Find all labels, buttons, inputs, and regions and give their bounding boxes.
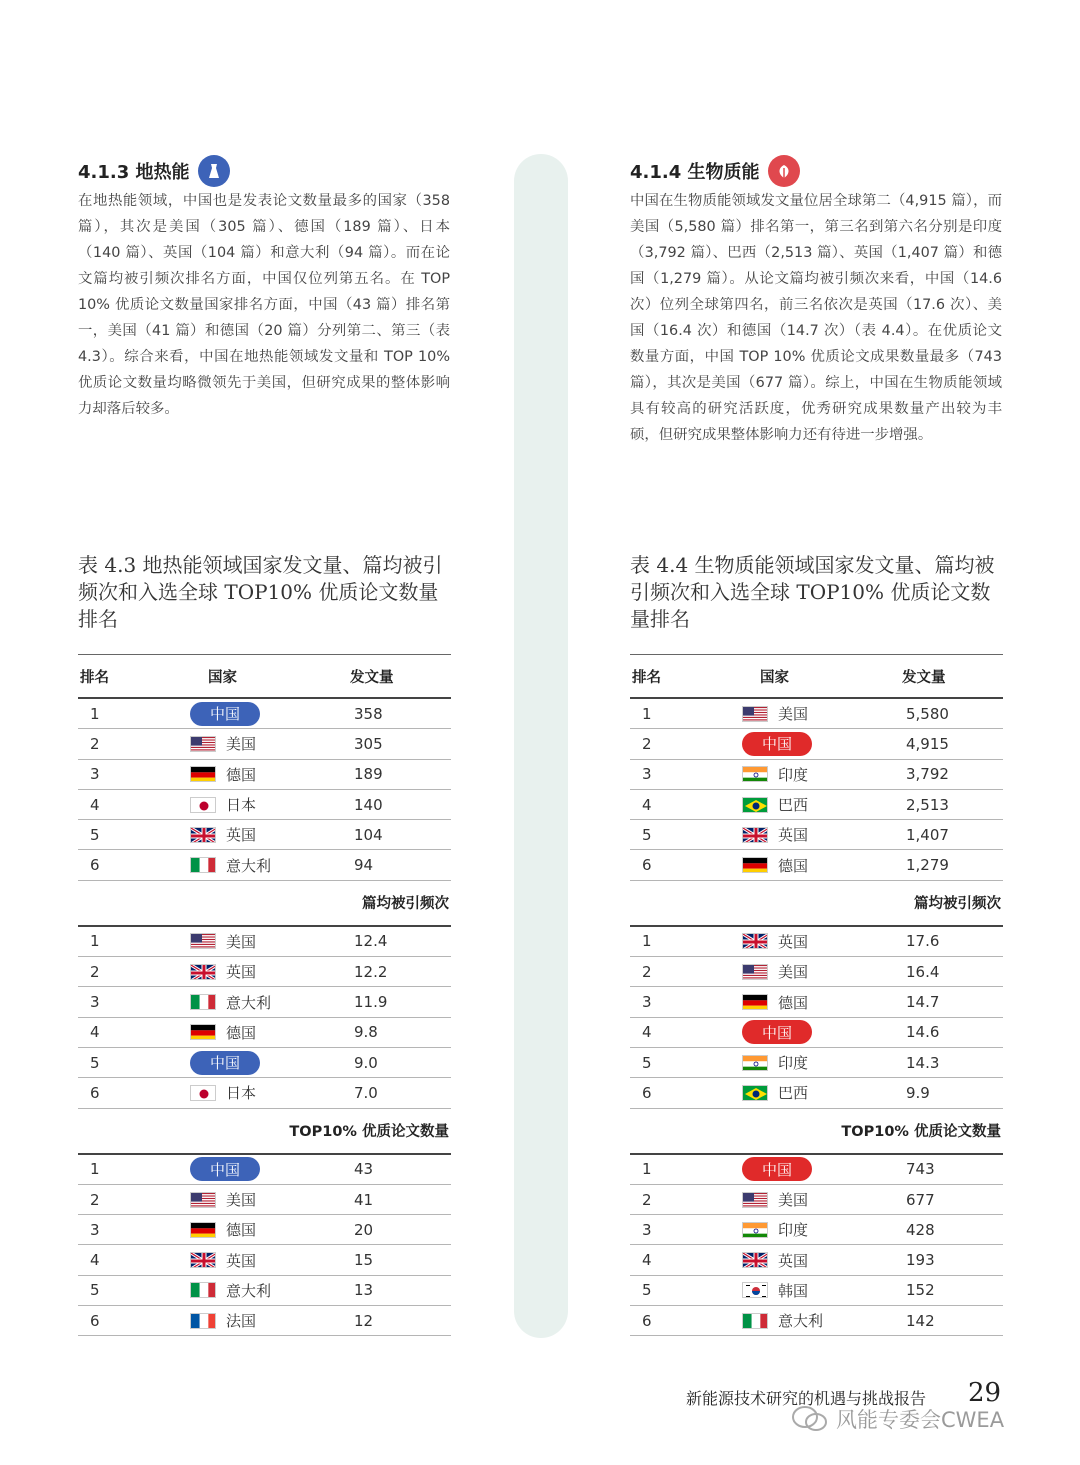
table-row: [78, 987, 451, 1017]
row-rank: 5: [642, 825, 652, 844]
row-rank: 4: [90, 1251, 100, 1270]
column-divider-band: [514, 154, 568, 1338]
flag-gb-icon: [742, 933, 768, 949]
table-row: [78, 790, 451, 820]
row-country: [174, 733, 350, 754]
table-row: [78, 699, 451, 729]
header-country: 国家: [208, 669, 237, 686]
geothermal-icon: [198, 155, 230, 187]
row-country: [174, 855, 350, 876]
china-highlight-badge: 中国: [190, 1051, 260, 1075]
subheader-label: TOP10% 优质论文数量: [289, 1124, 449, 1141]
row-country: [174, 1280, 350, 1301]
table-row: [630, 760, 1003, 790]
table-row: [78, 1215, 451, 1245]
row-rank: 4: [642, 795, 652, 814]
row-value: 13: [354, 1281, 374, 1300]
row-value: 12.2: [354, 962, 388, 981]
country-name: 印度: [778, 1054, 809, 1073]
row-country: [726, 1189, 902, 1210]
row-country: [726, 1082, 902, 1103]
row-value: 14.3: [906, 1053, 940, 1072]
header-rank: 排名: [80, 669, 109, 686]
row-country: [726, 1157, 902, 1181]
row-rank: 1: [90, 932, 100, 951]
row-value: 15: [354, 1251, 374, 1270]
flag-us-icon: [742, 1192, 768, 1208]
row-country: [726, 703, 902, 724]
row-rank: 2: [90, 1190, 100, 1209]
row-value: 189: [354, 765, 383, 784]
row-rank: 3: [90, 993, 100, 1012]
row-country: [174, 961, 350, 982]
row-country: [726, 1020, 902, 1044]
row-value: 9.0: [354, 1053, 378, 1072]
row-value: 104: [354, 825, 383, 844]
section-heading-biomass: [630, 154, 800, 188]
table-header-row: [78, 655, 451, 699]
country-name: 日本: [226, 796, 257, 815]
row-value: 16.4: [906, 962, 940, 981]
wechat-icon: [790, 1405, 830, 1433]
flag-de-icon: [190, 1024, 216, 1040]
table-row: [630, 927, 1003, 957]
flag-de-icon: [190, 766, 216, 782]
country-name: 印度: [778, 765, 809, 784]
flag-gb-icon: [742, 1252, 768, 1268]
flag-us-icon: [190, 1192, 216, 1208]
table-row: [630, 1306, 1003, 1336]
row-rank: 4: [642, 1251, 652, 1270]
row-value: 41: [354, 1190, 374, 1209]
flag-gb-icon: [742, 827, 768, 843]
section-title: 4.1.3 地热能: [78, 162, 190, 183]
row-country: [726, 931, 902, 952]
row-value: 743: [906, 1160, 935, 1179]
country-name: 意大利: [226, 1281, 272, 1300]
table-row: [78, 850, 451, 880]
flag-in-icon: [742, 1222, 768, 1238]
flag-it-icon: [190, 994, 216, 1010]
row-country: [174, 1051, 350, 1075]
row-country: [174, 702, 350, 726]
table-row: [630, 987, 1003, 1017]
row-rank: 3: [90, 765, 100, 784]
table-row: [78, 1018, 451, 1048]
row-rank: 1: [90, 704, 100, 723]
row-rank: 5: [90, 1053, 100, 1072]
country-name: 韩国: [778, 1281, 809, 1300]
row-rank: 3: [90, 1220, 100, 1239]
row-rank: 3: [642, 1220, 652, 1239]
row-country: [174, 1310, 350, 1331]
flag-us-icon: [742, 706, 768, 722]
flag-it-icon: [190, 1282, 216, 1298]
row-rank: 2: [642, 734, 652, 753]
table-row: [630, 699, 1003, 729]
flag-us-icon: [190, 933, 216, 949]
table-row: [630, 1245, 1003, 1275]
country-name: 美国: [778, 705, 809, 724]
table-row: [78, 957, 451, 987]
table-row: [630, 1048, 1003, 1078]
country-name: 日本: [226, 1084, 257, 1103]
country-name: 德国: [226, 1221, 257, 1240]
flag-de-icon: [742, 994, 768, 1010]
row-value: 17.6: [906, 932, 940, 951]
page-number: 29: [968, 1378, 1002, 1408]
row-value: 358: [354, 704, 383, 723]
country-name: 英国: [226, 963, 257, 982]
row-country: [726, 1052, 902, 1073]
table-caption-4-3: 表 4.3 地热能领域国家发文量、篇均被引频次和入选全球 TOP10% 优质论文数量排名: [78, 553, 443, 631]
row-country: [726, 732, 902, 756]
row-country: [174, 794, 350, 815]
header-rank: 排名: [632, 669, 661, 686]
table-row: [78, 1155, 451, 1185]
table-row: [630, 1155, 1003, 1185]
table-row: [78, 1048, 451, 1078]
flag-br-icon: [742, 1085, 768, 1101]
china-highlight-badge: 中国: [742, 1020, 812, 1044]
country-name: 德国: [778, 856, 809, 875]
row-value: 43: [354, 1160, 374, 1179]
row-value: 14.6: [906, 1023, 940, 1042]
row-rank: 6: [90, 1311, 100, 1330]
table-row: [630, 1185, 1003, 1215]
row-value: 12.4: [354, 932, 388, 951]
row-rank: 5: [642, 1281, 652, 1300]
table-row: [630, 1215, 1003, 1245]
flag-kr-icon: [742, 1282, 768, 1298]
row-country: [726, 1250, 902, 1271]
flag-de-icon: [190, 1222, 216, 1238]
row-country: [726, 961, 902, 982]
flag-us-icon: [742, 964, 768, 980]
china-highlight-badge: 中国: [742, 1157, 812, 1181]
header-value: 发文量: [902, 669, 946, 686]
table-row: [630, 957, 1003, 987]
table-row: [630, 790, 1003, 820]
country-name: 德国: [778, 993, 809, 1012]
flag-br-icon: [742, 797, 768, 813]
country-name: 美国: [226, 735, 257, 754]
row-rank: 4: [90, 795, 100, 814]
row-value: 9.8: [354, 1023, 378, 1042]
row-rank: 2: [90, 962, 100, 981]
row-rank: 2: [642, 1190, 652, 1209]
china-highlight-badge: 中国: [190, 1157, 260, 1181]
row-value: 1,407: [906, 825, 949, 844]
table-row: [78, 1078, 451, 1108]
row-value: 5,580: [906, 704, 949, 723]
row-rank: 5: [90, 825, 100, 844]
header-value: 发文量: [350, 669, 394, 686]
flag-in-icon: [742, 1055, 768, 1071]
country-name: 巴西: [778, 796, 809, 815]
table-row: [630, 820, 1003, 850]
table-row: [78, 1276, 451, 1306]
country-name: 意大利: [226, 993, 272, 1012]
country-name: 德国: [226, 765, 257, 784]
table-subheader: [78, 1109, 451, 1155]
row-value: 3,792: [906, 765, 949, 784]
biomass-icon: [768, 155, 800, 187]
table-subheader: [630, 881, 1003, 927]
table-4-4: [630, 654, 1003, 1336]
flag-it-icon: [742, 1313, 768, 1329]
row-value: 14.7: [906, 993, 940, 1012]
row-rank: 6: [642, 1083, 652, 1102]
row-value: 20: [354, 1220, 374, 1239]
row-rank: 6: [642, 1311, 652, 1330]
row-rank: 5: [642, 1053, 652, 1072]
row-rank: 6: [642, 856, 652, 875]
header-country: 国家: [760, 669, 789, 686]
row-rank: 1: [90, 1160, 100, 1179]
country-name: 巴西: [778, 1084, 809, 1103]
row-rank: 6: [90, 856, 100, 875]
row-value: 11.9: [354, 993, 388, 1012]
country-name: 印度: [778, 1221, 809, 1240]
row-value: 152: [906, 1281, 935, 1300]
row-rank: 6: [90, 1083, 100, 1102]
row-country: [726, 764, 902, 785]
row-value: 193: [906, 1251, 935, 1270]
row-rank: 1: [642, 704, 652, 723]
table-subheader: [630, 1109, 1003, 1155]
row-rank: 2: [90, 734, 100, 753]
watermark: [790, 1404, 1004, 1434]
row-country: [174, 1082, 350, 1103]
row-value: 7.0: [354, 1083, 378, 1102]
watermark-text: 风能专委会CWEA: [836, 1408, 1005, 1432]
row-rank: 4: [90, 1023, 100, 1042]
row-value: 305: [354, 734, 383, 753]
section-paragraph-biomass: 中国在生物质能领域发文量位居全球第二（4,915 篇），而美国（5,580 篇）排名第一，第三名到第六名分别是印度（3,792 篇）、巴西（2,513 篇）、英国（1,407 篇）和德国（1,279 篇）。从论文篇均被引频次来看，中国（14.6 次）位列全球第四名，前三名依次是英国（17.6 次）、美国（16.4 次）和德国（14.7 次）（表 4.4）。在优质论文数量方面，中国 TOP 10% 优质论文成果数量最多（743 篇），其次是美国（677 篇）。综上，中国在生物质能领域具有较高的研究活跃度，优秀研究成果数量产出较为丰硕，但研究成果整体影响力还有待进一步增强。: [630, 193, 1002, 443]
table-4-3: [78, 654, 451, 1336]
country-name: 美国: [226, 1191, 257, 1209]
country-name: 美国: [226, 932, 257, 951]
subheader-label: TOP10% 优质论文数量: [841, 1124, 1001, 1141]
row-country: [174, 992, 350, 1013]
section-title: 4.1.4 生物质能: [630, 162, 760, 183]
flag-it-icon: [190, 857, 216, 873]
row-value: 142: [906, 1311, 935, 1330]
flag-us-icon: [190, 736, 216, 752]
flag-in-icon: [742, 766, 768, 782]
row-rank: 5: [90, 1281, 100, 1300]
row-rank: 1: [642, 932, 652, 951]
row-country: [726, 1219, 902, 1240]
row-country: [174, 1157, 350, 1181]
country-name: 英国: [778, 826, 809, 845]
row-value: 677: [906, 1190, 935, 1209]
country-name: 英国: [226, 826, 257, 845]
table-row: [630, 1018, 1003, 1048]
row-country: [174, 1250, 350, 1271]
table-row: [78, 1306, 451, 1336]
country-name: 美国: [778, 1191, 809, 1209]
footer-report-title: 新能源技术研究的机遇与挑战报告: [686, 1389, 927, 1408]
table-row: [78, 1245, 451, 1275]
row-country: [174, 824, 350, 845]
row-country: [174, 764, 350, 785]
row-value: 1,279: [906, 856, 949, 875]
row-country: [174, 1022, 350, 1043]
row-rank: 2: [642, 962, 652, 981]
flag-de-icon: [742, 857, 768, 873]
china-highlight-badge: 中国: [742, 732, 812, 756]
row-value: 94: [354, 856, 374, 875]
flag-jp-icon: [190, 1085, 216, 1101]
row-country: [174, 1189, 350, 1210]
subheader-label: 篇均被引频次: [362, 896, 449, 913]
row-value: 12: [354, 1311, 374, 1330]
row-rank: 4: [642, 1023, 652, 1042]
table-row: [78, 729, 451, 759]
row-rank: 3: [642, 765, 652, 784]
row-value: 428: [906, 1220, 935, 1239]
table-row: [630, 729, 1003, 759]
china-highlight-badge: 中国: [190, 702, 260, 726]
country-name: 意大利: [226, 856, 272, 875]
table-row: [630, 850, 1003, 880]
section-paragraph-geothermal: 在地热能领域，中国也是发表论文数量最多的国家（358 篇），其次是美国（305 篇）、德国（189 篇）、日本（140 篇）、英国（104 篇）和意大利（94 篇）。而在论文篇均被引频次排名方面，中国仅位列第五名。在 TOP 10% 优质论文数量国家排名方面，中国（43 篇）排名第一，美国（41 篇）和德国（20 篇）分列第二、第三（表 4.3）。综合来看，中国在地热能领域发文量和 TOP 10% 优质论文数量均略微领先于美国，但研究成果的整体影响力却落后较多。: [78, 193, 450, 417]
flag-gb-icon: [190, 827, 216, 843]
row-country: [174, 1219, 350, 1240]
row-country: [726, 824, 902, 845]
table-subheader: [78, 881, 451, 927]
row-value: 2,513: [906, 795, 949, 814]
row-rank: 3: [642, 993, 652, 1012]
table-row: [78, 760, 451, 790]
table-header-row: [630, 655, 1003, 699]
row-country: [726, 794, 902, 815]
row-value: 140: [354, 795, 383, 814]
row-country: [726, 855, 902, 876]
section-heading-geothermal: [78, 154, 230, 188]
country-name: 美国: [778, 963, 809, 982]
country-name: 德国: [226, 1023, 257, 1042]
row-value: 4,915: [906, 734, 949, 753]
table-row: [78, 927, 451, 957]
row-value: 9.9: [906, 1083, 930, 1102]
row-rank: 1: [642, 1160, 652, 1179]
row-country: [726, 992, 902, 1013]
country-name: 意大利: [778, 1312, 824, 1331]
country-name: 法国: [226, 1312, 257, 1331]
country-name: 英国: [778, 932, 809, 951]
flag-jp-icon: [190, 797, 216, 813]
table-row: [630, 1078, 1003, 1108]
table-row: [78, 820, 451, 850]
table-caption-4-4: 表 4.4 生物质能领域国家发文量、篇均被引频次和入选全球 TOP10% 优质论文数量排名: [630, 553, 995, 631]
flag-fr-icon: [190, 1313, 216, 1329]
flag-gb-icon: [190, 964, 216, 980]
country-name: 英国: [226, 1251, 257, 1270]
country-name: 英国: [778, 1251, 809, 1270]
table-row: [630, 1276, 1003, 1306]
row-country: [726, 1310, 902, 1331]
row-country: [174, 931, 350, 952]
row-country: [726, 1280, 902, 1301]
subheader-label: 篇均被引频次: [914, 896, 1001, 913]
table-row: [78, 1185, 451, 1215]
flag-gb-icon: [190, 1252, 216, 1268]
